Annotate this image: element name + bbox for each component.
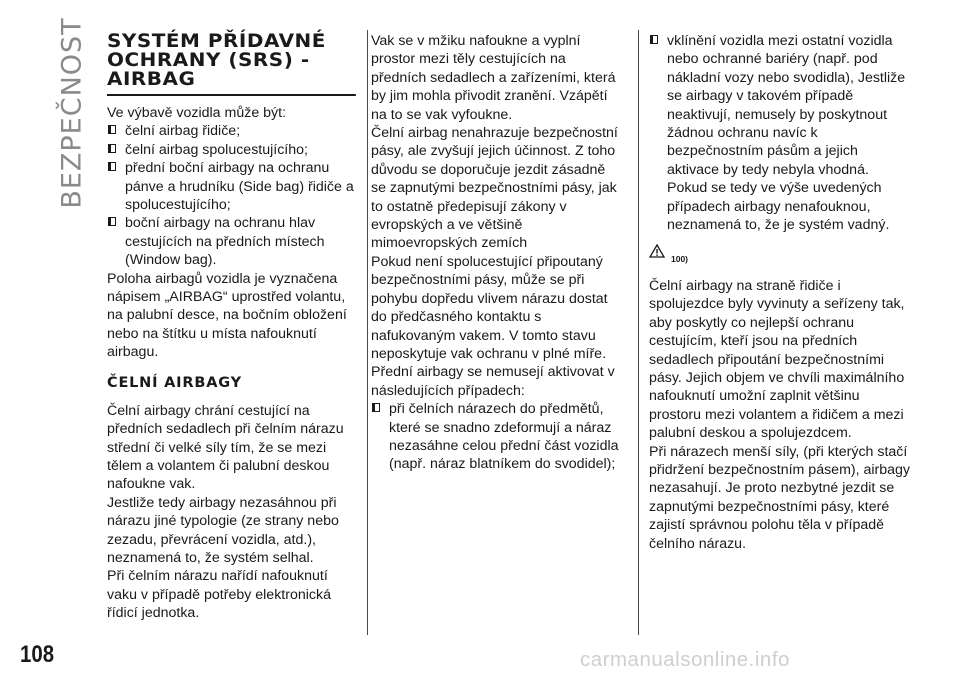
paragraph: Pokud není spolucestující připoutaný bezpečnostními pásy, může se při pohybu dopředu vlivem nárazu dostat do předčasného kontaktu s nafukovaným vakem. V tomto stavu neposkytuje vak ochranu v plné míře. <box>371 253 608 362</box>
paragraph: Jestliže tedy airbagy nezasáhnou při nárazu jiné typologie (ze strany nebo zezadu, převrácení vozidla, atd.), neznamená to, že systém selhal. <box>107 494 339 566</box>
square-bullet-icon <box>372 403 380 412</box>
square-bullet-icon <box>650 35 658 44</box>
list-item: čelní airbag řidiče; <box>107 122 357 140</box>
column-divider-1 <box>367 30 368 635</box>
list-item: vklínění vozidla mezi ostatní vozidla nebo ochranné bariéry (např. pod nákladní vozy nebo svodidla), Jestliže se airbagy v takovém případě neaktivují, nemusely by poskytnout žádnou ochranu navíc k bezpečnostním pásům a jejich aktivace by tedy nebyla vhodná. Pokud se tedy ve výše uvedených případech airbagy nenafouknou, neznamená to, že je systém vadný. <box>649 32 911 234</box>
paragraph: Čelní airbag nenahrazuje bezpečnostní pásy, ale zvyšují jejich účinnost. Z toho důvodu se doporučuje jezdit zásadně se zapnutými bezpečnostními pásy, jak to ostatně předepisují zákony v evropských a ve většině mimoevropských zemích <box>371 125 618 252</box>
list-item: při čelních nárazech do předmětů, které se snadno zdeformují a náraz nezasáhne celou přední část vozidla (např. náraz blatníkem do svodidel); <box>371 400 622 474</box>
text-column-3 <box>649 32 911 553</box>
subsection-heading: ČELNÍ AIRBAGY <box>107 374 242 391</box>
square-bullet-icon <box>108 217 116 226</box>
watermark: carmanualsonline.info <box>580 648 790 671</box>
list-item: čelní airbag spolucestujícího; <box>107 141 357 159</box>
section-side-title: BEZPEČNOST <box>56 17 88 209</box>
square-bullet-icon <box>108 144 116 153</box>
column-divider-2 <box>638 30 639 635</box>
paragraph: Při čelním nárazu nařídí nafouknutí vaku v případě potřeby elektronická řídicí jednotka. <box>107 568 331 622</box>
paragraph: Čelní airbagy na straně řidiče i spolujezdce byly vyvinuty a seřízeny tak, aby poskytly co nejlepší ochranu cestujícím, kteří jsou na předních sedadlech připoutání bezpečnostními pásy. Jejich objem ve chvíli maximálního nafouknutí umožní zaplnit většinu prostoru mezi volantem a řidičem a mezi palubní deskou a spolujezdcem. <box>649 277 905 442</box>
paragraph: Při nárazech menší síly, (při kterých stačí přidržení bezpečnostním pásem), airbagy nezasahují. Je proto nezbytné jezdit se zapnutými bezpečnostními pásy, které zajistí správnou polohu těla v případě čelního nárazu. <box>649 443 911 552</box>
list-item: boční airbagy na ochranu hlav cestujících na předních místech (Window bag). <box>107 214 357 269</box>
text-column-1 <box>107 32 357 623</box>
paragraph: Vak se v mžiku nafoukne a vyplní prostor mezi těly cestujících na předních sedadlech a zařízeními, která by jim mohla přivodit zranění. Vzápětí na to se vak vyfoukne. <box>371 33 616 123</box>
warning-reference <box>649 244 911 268</box>
list-item: přední boční airbagy na ochranu pánve a hrudníku (Side bag) řidiče a spolucestujícího; <box>107 159 357 214</box>
page-number: 108 <box>20 641 55 668</box>
square-bullet-icon <box>108 125 116 134</box>
paragraph: Přední airbagy se nemusejí aktivovat v následujících případech: <box>371 364 615 399</box>
warning-triangle-icon <box>649 244 665 258</box>
intro-paragraph: Ve výbavě vozidla může být: <box>107 105 287 121</box>
square-bullet-icon <box>108 162 116 171</box>
paragraph: Čelní airbagy chrání cestující na předních sedadlech při čelním nárazu střední či velké síly tím, že se mezi tělem a volantem či palubní deskou nafoukne vak. <box>107 402 344 493</box>
warning-number: 100) <box>671 254 689 265</box>
text-column-2 <box>371 32 622 474</box>
section-heading: SYSTÉM PŘÍDAVNÉ OCHRANY (SRS) - AIRBAG <box>107 32 356 96</box>
paragraph: Poloha airbagů vozidla je vyznačena nápisem „AIRBAG“ uprostřed volantu, na palubní desce, na bočním obložení nebo na štítku u místa nafouknutí airbagu. <box>107 270 347 361</box>
